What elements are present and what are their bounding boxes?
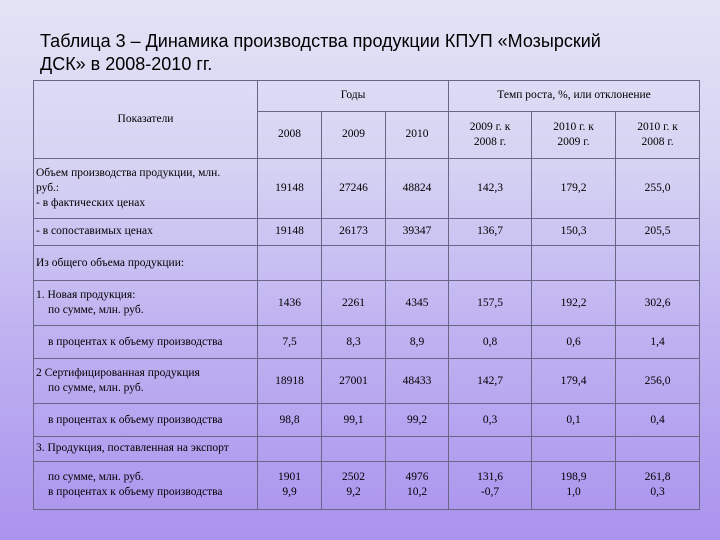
cell-empty	[616, 437, 700, 462]
cell-value: 157,5	[449, 281, 532, 326]
cell-value: 142,7	[449, 359, 532, 404]
cell-value	[616, 461, 700, 509]
cell-value: 0,1	[532, 404, 616, 437]
cell-value: 18918	[258, 359, 322, 404]
cell-empty	[258, 246, 322, 281]
row-label: Из общего объема продукции:	[34, 246, 258, 281]
rate-text: 2009 г.	[557, 135, 590, 148]
cell-value: 0,3	[449, 404, 532, 437]
cell-empty	[449, 246, 532, 281]
cell-value: 0,4	[616, 404, 700, 437]
table-row	[34, 404, 700, 437]
table-row	[34, 218, 700, 246]
rate-text: 2008 г.	[641, 135, 674, 148]
row-label-line: 1. Новая продукция:	[36, 289, 136, 302]
cell-value: 19148	[258, 158, 322, 218]
cell-value: 1436	[258, 281, 322, 326]
header-year: 2009	[322, 111, 386, 158]
cell-empty	[322, 437, 386, 462]
row-label: в процентах к объему производства	[34, 404, 258, 437]
cell-value: 99,1	[322, 404, 386, 437]
cell-value: 150,3	[532, 218, 616, 246]
header-indicators	[34, 81, 258, 159]
cell-value: 19148	[258, 218, 322, 246]
value-line: 1901	[278, 471, 301, 484]
cell-empty	[532, 437, 616, 462]
cell-value	[449, 461, 532, 509]
cell-value: 142,3	[449, 158, 532, 218]
cell-value: 255,0	[616, 158, 700, 218]
cell-value: 4345	[386, 281, 449, 326]
row-label-line: в процентах к объему производства	[48, 486, 223, 499]
value-line: 261,8	[644, 471, 671, 484]
header-rate	[532, 111, 616, 158]
cell-value: 0,6	[532, 326, 616, 359]
value-line: 0,3	[650, 486, 665, 499]
cell-value	[386, 461, 449, 509]
cell-value: 8,9	[386, 326, 449, 359]
table-row	[34, 359, 700, 404]
row-label	[34, 461, 258, 509]
cell-value	[532, 461, 616, 509]
value-line: -0,7	[480, 486, 500, 499]
cell-empty	[616, 246, 700, 281]
cell-value: 99,2	[386, 404, 449, 437]
cell-empty	[386, 437, 449, 462]
cell-value: 0,8	[449, 326, 532, 359]
header-rate	[616, 111, 700, 158]
cell-empty	[258, 437, 322, 462]
row-label	[34, 359, 258, 404]
cell-empty	[449, 437, 532, 462]
value-line: 131,6	[477, 471, 503, 484]
table-row	[34, 281, 700, 326]
title-line-1: Таблица 3 – Динамика производства продукции КПУП «Мозырский	[40, 31, 601, 51]
value-line: 9,9	[282, 486, 297, 499]
cell-value: 39347	[386, 218, 449, 246]
header-rate	[449, 111, 532, 158]
row-label: 3. Продукция, поставленная на экспорт	[34, 437, 258, 462]
row-label: в процентах к объему производства	[34, 326, 258, 359]
cell-value: 192,2	[532, 281, 616, 326]
slide-title	[40, 30, 660, 76]
row-label	[34, 158, 258, 218]
header-years-group	[258, 81, 449, 112]
header-rate-label: Темп роста, %, или отклонение	[497, 89, 651, 102]
row-label-line: 2 Сертифицированная продукция	[36, 367, 200, 380]
table-row	[34, 158, 700, 218]
header-indicators-label: Показатели	[117, 112, 174, 125]
header-row-groups	[34, 81, 700, 112]
cell-value: 179,4	[532, 359, 616, 404]
cell-value: 26173	[322, 218, 386, 246]
value-line: 198,9	[560, 471, 587, 484]
rate-text: 2010 г. к	[637, 120, 678, 133]
table-row	[34, 461, 700, 509]
cell-value: 98,8	[258, 404, 322, 437]
value-line: 1,0	[566, 486, 581, 499]
header-rate-group	[449, 81, 700, 112]
cell-value: 136,7	[449, 218, 532, 246]
cell-value: 1,4	[616, 326, 700, 359]
cell-value: 302,6	[616, 281, 700, 326]
cell-value: 27246	[322, 158, 386, 218]
value-line: 2502	[342, 471, 365, 484]
value-line: 4976	[405, 471, 429, 484]
cell-value: 256,0	[616, 359, 700, 404]
row-label-line: Объем производства продукции, млн.	[36, 166, 221, 179]
header-year: 2010	[386, 111, 449, 158]
rate-text: 2010 г. к	[553, 120, 594, 133]
rate-text: 2009 г. к	[469, 120, 511, 133]
cell-value	[322, 461, 386, 509]
value-line: 10,2	[406, 486, 428, 499]
row-label-line: по сумме, млн. руб.	[48, 304, 144, 317]
cell-value: 179,2	[532, 158, 616, 218]
production-dynamics-table	[33, 80, 700, 510]
row-label: - в сопоставимых ценах	[34, 218, 258, 246]
cell-value: 48824	[386, 158, 449, 218]
row-label-line: по сумме, млн. руб.	[48, 382, 144, 395]
cell-value	[258, 461, 322, 509]
cell-empty	[322, 246, 386, 281]
rate-text: 2008 г.	[473, 135, 507, 148]
cell-empty	[386, 246, 449, 281]
row-label-line: - в фактических ценах	[36, 196, 146, 209]
row-label	[34, 281, 258, 326]
cell-value: 27001	[322, 359, 386, 404]
row-label-line: по сумме, млн. руб.	[48, 471, 144, 484]
table-row	[34, 437, 700, 462]
header-years-label: Годы	[340, 89, 366, 102]
cell-value: 2261	[322, 281, 386, 326]
value-line: 9,2	[346, 486, 361, 499]
table-row	[34, 326, 700, 359]
header-year: 2008	[258, 111, 322, 158]
title-line-2: ДСК» в 2008-2010 гг.	[40, 54, 213, 74]
table-row	[34, 246, 700, 281]
cell-value: 48433	[386, 359, 449, 404]
cell-value: 205,5	[616, 218, 700, 246]
row-label-line: руб.:	[36, 181, 60, 194]
cell-value: 8,3	[322, 326, 386, 359]
cell-value: 7,5	[258, 326, 322, 359]
cell-empty	[532, 246, 616, 281]
